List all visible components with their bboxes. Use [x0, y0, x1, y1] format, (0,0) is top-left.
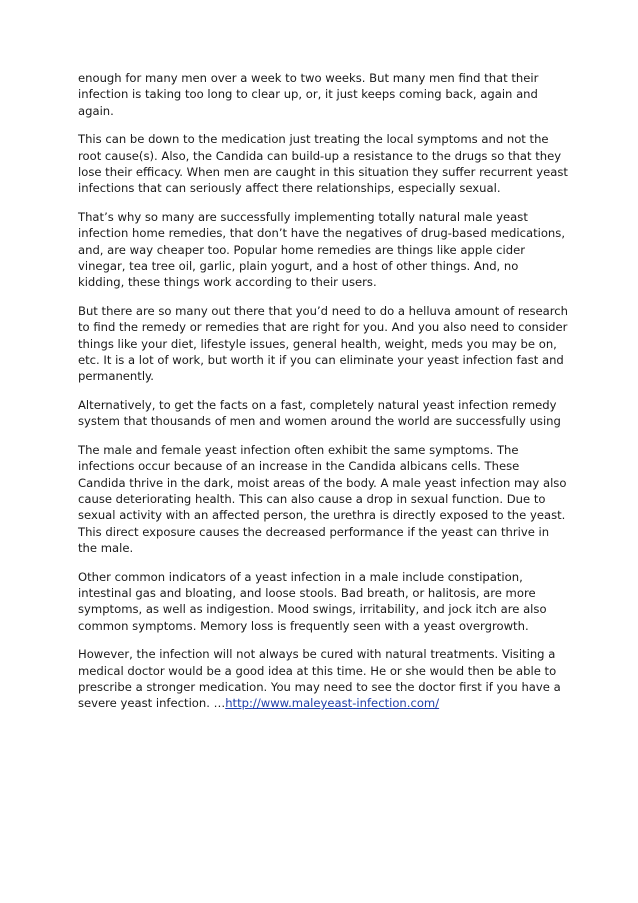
paragraph-3: That’s why so many are successfully implementing totally natural male yeast infection home remedies, that don’t have the negatives of drug-based medications, and, are way cheaper too. Popular home remedies are things like apple cider vinegar, tea tree oil, garlic, plain yogurt, and a host of other things. And, no kidding, these things work according to their users.: [78, 210, 565, 290]
document-body: [78, 70, 568, 724]
website-link[interactable]: http://www.maleyeast-infection.com/: [225, 696, 440, 711]
paragraph-8: [78, 646, 568, 711]
paragraph-8-text: However, the infection will not always be cured with natural treatments. Visiting a medical doctor would be a good idea at this time. He or she would then be able to prescribe a stronger medication. You may need to see the doctor first if you have a severe yeast infection. …: [78, 647, 561, 711]
paragraph-4: But there are so many out there that you’d need to do a helluva amount of research to find the remedy or remedies that are right for you. And you also need to consider things like your diet, lifestyle issues, general health, weight, meds you may be on, etc. It is a lot of work, but worth it if you can eliminate your yeast infection fast and permanently.: [78, 304, 568, 384]
paragraph-2: This can be down to the medication just treating the local symptoms and not the root cause(s). Also, the Candida can build-up a resistance to the drugs so that they lose their efficacy. When men are caught in this situation they suffer recurrent yeast infections that can seriously affect there relationships, especially sexual.: [78, 132, 568, 196]
paragraph-5: Alternatively, to get the facts on a fast, completely natural yeast infection remedy system that thousands of men and women around the world are successfully using: [78, 398, 561, 429]
paragraph-1: enough for many men over a week to two weeks. But many men find that their infection is taking too long to clear up, or, it just keeps coming back, again and again.: [78, 71, 539, 118]
paragraph-7: Other common indicators of a yeast infection in a male include constipation, intestinal gas and bloating, and loose stools. Bad breath, or halitosis, are more symptoms, as well as indigestion. Mood swings, irritability, and jock itch are also common symptoms. Memory loss is frequently seen with a yeast overgrowth.: [78, 569, 547, 633]
paragraph-6: The male and female yeast infection often exhibit the same symptoms. The infections occur because of an increase in the Candida albicans cells. These Candida thrive in the dark, moist areas of the body. A male yeast infection may also cause deteriorating health. This can also cause a drop in sexual function. Due to sexual activity with an affected person, the urethra is directly exposed to the yeast. This direct exposure causes the decreased performance if the yeast can thrive in the male.: [78, 443, 567, 555]
